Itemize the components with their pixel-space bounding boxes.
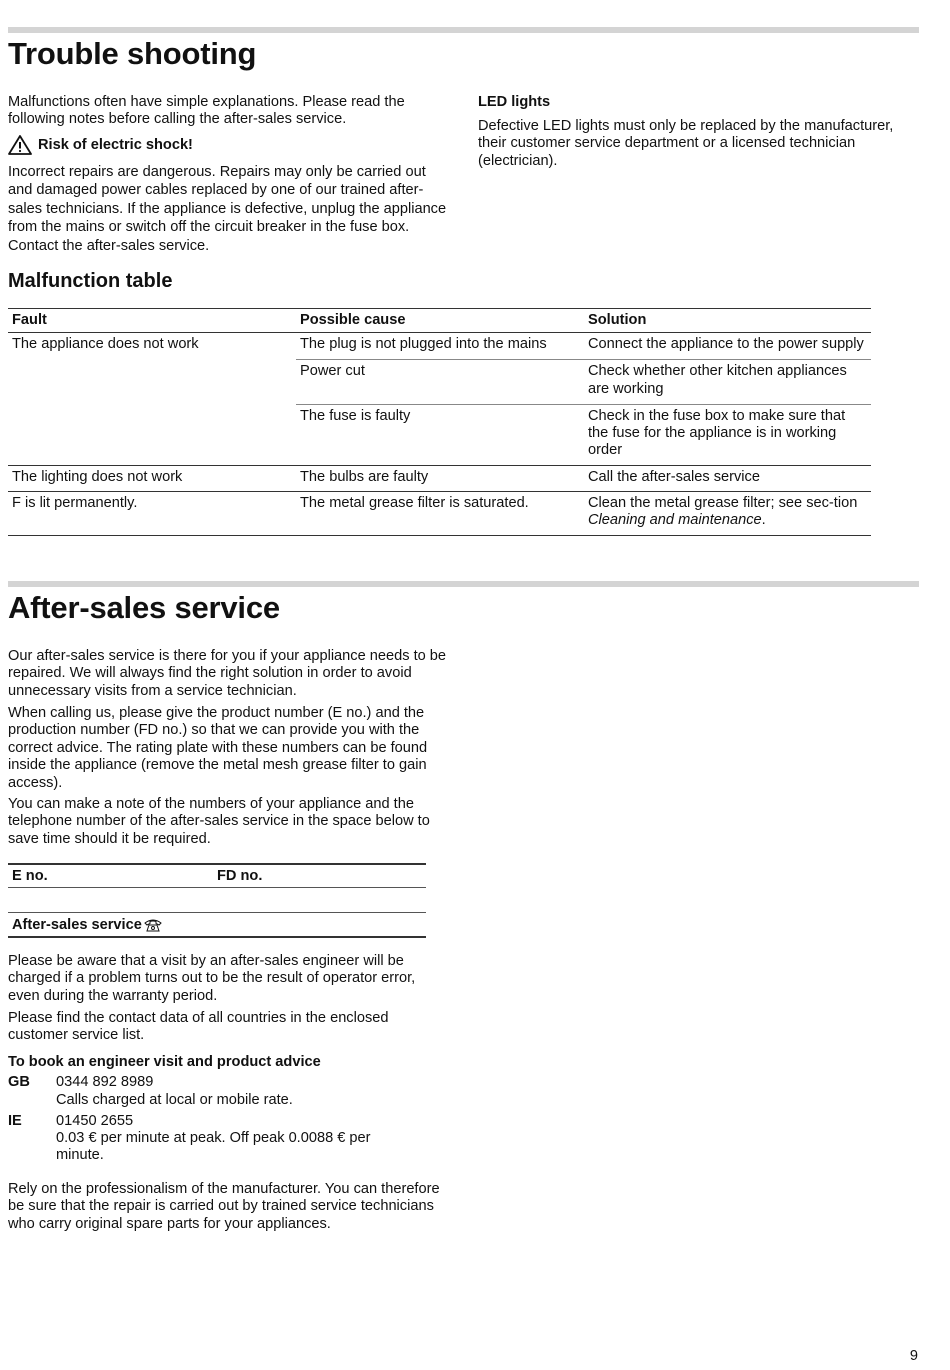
number-entry-row	[8, 888, 426, 913]
gb-rate-note: Calls charged at local or mobile rate.	[56, 1092, 293, 1108]
cause-cell: The metal grease filter is saturated.	[296, 491, 584, 535]
ie-rate-note: 0.03 € per minute at peak. Off peak 0.0088 € per minute.	[56, 1130, 371, 1164]
led-heading: LED lights	[478, 94, 551, 110]
warning-title: Risk of electric shock!	[38, 137, 193, 153]
ie-phone-number: 01450 2655	[56, 1113, 134, 1129]
service-phone-row	[8, 913, 426, 938]
fault-cell: The lighting does not work	[8, 466, 296, 491]
fault-cell: F is lit permanently.	[8, 491, 296, 535]
column-header: Fault	[8, 309, 296, 333]
trouble-intro: Malfunctions often have simple explanations. Please read the following notes before calling the after-sales service.	[8, 94, 405, 128]
column-header: Solution	[584, 309, 871, 333]
section-divider	[8, 27, 919, 33]
service-phone-label: After-sales service	[12, 916, 142, 933]
solution-cell: Connect the appliance to the power supply	[588, 336, 864, 353]
malfunction-table	[8, 308, 871, 536]
malfunction-title: Malfunction table	[8, 270, 173, 292]
cause-cell: The bulbs are faulty	[296, 466, 584, 491]
warning-heading	[8, 135, 193, 155]
section-reference: Cleaning and maintenance	[588, 511, 762, 528]
gb-country-code: GB	[8, 1074, 30, 1090]
cause-cell: The plug is not plugged into the mains	[300, 336, 547, 353]
aftersales-intro: Our after-sales service is there for you if your appliance needs to be repaired. We will always find the right solution in order to avoid unnecessary visits from a service technician.	[8, 648, 447, 699]
solution-end: .	[761, 511, 766, 528]
contact-list-text: Please find the contact data of all countries in the enclosed customer service list.	[8, 1010, 389, 1044]
aftersales-numbers-text: When calling us, please give the product number (E no.) and the production number (FD no.) so that we can provide you with the correct advice. The rating plate with these numbers can be found inside the appliance (remove the metal mesh grease filter to gain access).	[8, 705, 428, 791]
fd-no-label: FD no.	[217, 868, 263, 884]
section-title: After-sales service	[8, 590, 280, 625]
page-number: 9	[909, 1348, 918, 1364]
telephone-icon	[143, 917, 163, 933]
solution-cell	[584, 491, 871, 535]
column-header: Possible cause	[296, 309, 584, 333]
fault-cell: The appliance does not work	[12, 336, 199, 353]
solution-cell: Call the after-sales service	[584, 466, 871, 491]
page-title: Trouble shooting	[8, 36, 257, 71]
charge-warning-text: Please be aware that a visit by an after-sales engineer will be charged if a problem turns out to be the result of operator error, even during the warranty period.	[8, 953, 416, 1004]
table-row	[8, 491, 871, 535]
gb-phone-number: 0344 892 8989	[56, 1074, 154, 1090]
e-no-label: E no.	[12, 868, 48, 884]
solution-cell: Check in the fuse box to make sure that the fuse for the appliance is in working order	[584, 404, 871, 466]
professionalism-text: Rely on the professionalism of the manufacturer. You can therefore be sure that the repair is carried out by trained service technicians who carry original spare parts for your appliances.	[8, 1181, 440, 1232]
warning-text: Incorrect repairs are dangerous. Repairs may only be carried out and damaged power cables replaced by one of our trained after-sales technicians. If the appliance is defective, unplug the appliance from the mains or switch off the circuit breaker in the fuse box. Contact the after-sales service.	[8, 164, 447, 254]
aftersales-note-text: You can make a note of the numbers of your appliance and the telephone number of the after-sales service in the space below to save time should it be required.	[8, 796, 430, 847]
table-row	[8, 333, 871, 360]
section-divider	[8, 581, 919, 587]
warning-icon	[8, 135, 32, 155]
booking-heading: To book an engineer visit and product advice	[8, 1054, 321, 1070]
cause-cell: Power cut	[296, 360, 584, 404]
solution-text: Clean the metal grease filter; see sec-tion	[588, 494, 858, 511]
ie-country-code: IE	[8, 1113, 22, 1129]
appliance-number-form	[8, 863, 426, 938]
solution-cell: Check whether other kitchen appliances are working	[584, 360, 871, 404]
cause-cell: The fuse is faulty	[296, 404, 584, 466]
table-row	[8, 466, 871, 491]
table-header-row	[8, 309, 871, 333]
led-text: Defective LED lights must only be replaced by the manufacturer, their customer service department or a licensed technician (electrician).	[478, 118, 894, 169]
number-header-row	[8, 863, 426, 888]
